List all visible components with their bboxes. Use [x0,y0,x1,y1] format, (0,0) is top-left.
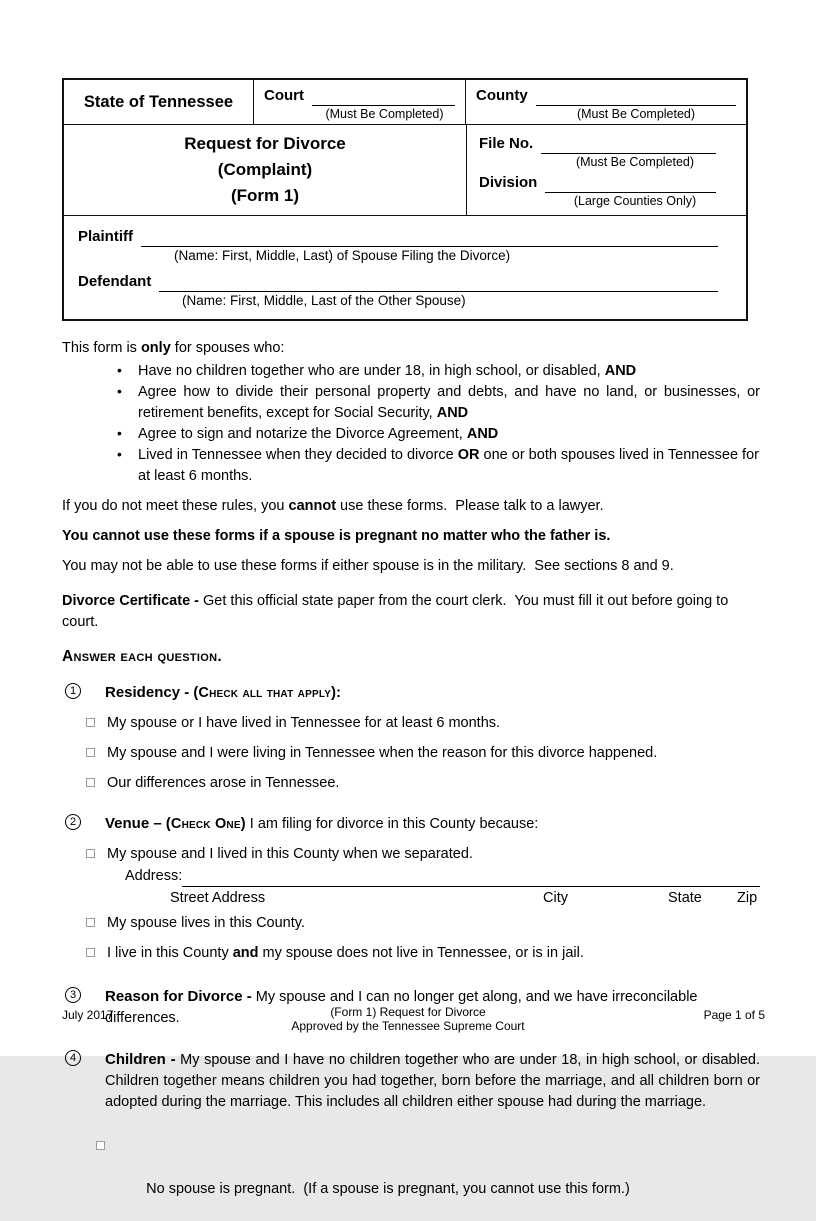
county-label: County [476,87,528,104]
plaintiff-label: Plaintiff [78,228,133,245]
rules-text-post: use these forms. Please talk to a lawyer. [336,498,604,514]
bullet-text: Lived in Tennessee when they decided to divorce [138,447,458,463]
certificate-text: Get this official state paper from the court clerk. You must fill it out before going to court. [62,593,733,630]
file-no-blank[interactable] [541,138,716,154]
venue-caps: (Check One) [165,816,246,832]
no-spouse-pregnant-label: No spouse is pregnant. (If a spouse is pregnant, you cannot use this form.) [146,1181,630,1197]
bullet-icon: • [117,383,122,399]
table-row-title-fileno [64,125,746,216]
venue-title: Venue – [105,815,166,832]
answer-each-question-heading: Answer each question. [62,648,222,665]
bullet-bold: AND [466,426,499,442]
military-notice: You may not be able to use these forms if either spouse is in the military. See sections 8 and 9. [62,558,674,574]
city-label: City [543,890,568,906]
checkbox-residency-differences[interactable] [86,778,95,787]
county-caption: (Must Be Completed) [576,107,696,121]
bullet-icon: • [117,446,122,462]
residency-option-3-label: Our differences arose in Tennessee. [107,775,340,791]
court-cell [254,80,466,124]
residency-option-1-label: My spouse or I have lived in Tennessee for at least 6 months. [107,715,501,731]
address-label: Address: [125,868,183,884]
pregnancy-warning: You cannot use these forms if a spouse is pregnant no matter who the father is. [62,528,611,544]
county-cell [466,80,746,124]
footer-approval: Approved by the Tennessee Supreme Court [291,1019,525,1033]
section-residency-header [62,682,760,704]
defendant-caption: (Name: First, Middle, Last of the Other Spouse) [182,293,466,308]
venue-option-3-bold: and [232,945,259,961]
plaintiff-name-blank[interactable] [141,231,718,247]
page-content [62,78,760,1221]
venue-option-3 [62,943,760,964]
form-title-line2: (Complaint) [217,160,313,179]
bullet-icon: • [117,425,122,441]
intro-lead-bold: only [140,340,171,356]
venue-title-rest: I am filing for divorce in this County because: [245,816,539,832]
defendant-label: Defendant [78,273,152,290]
venue-option-2 [62,913,760,934]
bullet-bold: AND [436,405,469,421]
footer-form-name: (Form 1) Request for Divorce [330,1005,486,1019]
division-blank[interactable] [545,177,716,193]
reason-text: My spouse and I can no longer get along, and we have irreconcilable differences. [105,989,698,1026]
division-label: Division [479,174,538,191]
bullet-icon: • [117,362,122,378]
bullet-item-property [62,382,760,424]
reason-title: Reason for Divorce - [105,988,252,1005]
residency-title: Residency - [105,684,194,701]
certificate-bold: Divorce Certificate - [62,593,199,609]
address-blank[interactable] [182,872,760,887]
intro-lead-text-post: for spouses who: [170,340,285,356]
bullet-bold: AND [604,363,637,379]
venue-option-3-label: I live in this County [107,945,233,961]
state-of-tennessee-cell [64,80,254,124]
county-blank[interactable] [536,90,736,106]
bullet-text-post: one or both spouses lived in Tennessee for at least 6 months. [138,447,759,484]
venue-option-3-label-post: my spouse does not live in Tennessee, or is in jail. [258,945,584,961]
plaintiff-caption: (Name: First, Middle, Last) of Spouse Filing the Divorce) [174,248,511,263]
section-children [62,1049,760,1113]
form-title-line1: Request for Divorce [184,134,346,153]
footer-page-number: Page 1 of 5 [703,1008,765,1022]
bullet-text: Agree how to divide their personal property and debts, and have no land, or businesses, or retirement benefits, except for Social Security, [138,384,760,421]
rules-text: If you do not meet these rules, you [62,498,289,514]
venue-option-1-label: My spouse and I lived in this County when we separated. [107,846,473,862]
court-blank[interactable] [312,90,455,106]
section-2-number-icon: 2 [65,814,81,830]
intro-lead [62,338,760,359]
checkbox-venue-i-live-here[interactable] [86,948,95,957]
file-no-caption: (Must Be Completed) [575,155,695,169]
bullet-bold: OR [457,447,480,463]
divorce-certificate-note [62,591,760,633]
bullet-text: Agree to sign and notarize the Divorce Agreement, [138,426,467,442]
no-spouse-pregnant-row [62,1137,760,1221]
children-title: Children - [105,1051,176,1068]
checkbox-residency-living-in-tn[interactable] [86,748,95,757]
court-label: Court [264,87,304,104]
table-row-parties [64,216,746,319]
section-venue-header [62,813,760,835]
footer-date: July 2017 [62,1008,114,1022]
residency-option-2 [62,743,760,764]
checkbox-residency-6-months[interactable] [86,718,95,727]
page-footer [0,1005,816,1033]
court-caption: (Must Be Completed) [325,107,444,121]
residency-option-3 [62,773,760,794]
residency-option-2-label: My spouse and I were living in Tennessee when the reason for this divorce happened. [107,745,658,761]
rules-notice [62,496,760,517]
address-column-labels [62,888,760,909]
rules-bold: cannot [288,498,337,514]
section-3-number-icon: 3 [65,987,81,1003]
children-text: My spouse and I have no children together who are under 18, in high school, or disabled. Children together means children you had together, born before the marriage, and all children born or adopted during the marriage. This includes all children either spouse had during the marriage. [105,1052,760,1110]
bullet-item-no-children [62,361,760,382]
bullet-item-lived-in-tn [62,445,760,487]
venue-option-2-label: My spouse lives in this County. [107,915,305,931]
table-row-court-county [64,80,746,125]
bullet-text: Have no children together who are under 18, in high school, or disabled, [138,363,605,379]
intro-lead-text: This form is [62,340,141,356]
section-4-number-icon: 4 [65,1050,81,1066]
checkbox-venue-spouse-lives-here[interactable] [86,918,95,927]
section-1-number-icon: 1 [65,683,81,699]
state-label: State [668,890,702,906]
bullet-item-agreement [62,424,760,445]
street-address-label: Street Address [170,890,266,906]
checkbox-venue-separated-here[interactable] [86,849,95,858]
eligibility-bullet-list [62,361,760,487]
file-no-label: File No. [479,135,534,152]
division-caption: (Large Counties Only) [573,194,697,208]
residency-caps: (Check all that apply): [193,685,342,701]
venue-option-1 [62,844,760,865]
form-title-line3: (Form 1) [231,186,299,205]
checkbox-no-spouse-pregnant[interactable] [96,1141,105,1150]
form-title-cell [64,125,467,215]
zip-label: Zip [737,890,758,906]
case-caption-table [62,78,748,321]
address-field-row [62,866,760,887]
fileno-division-cell [467,125,746,215]
defendant-name-blank[interactable] [159,276,718,292]
residency-option-1 [62,713,760,734]
state-name: State of Tennessee [83,92,234,111]
